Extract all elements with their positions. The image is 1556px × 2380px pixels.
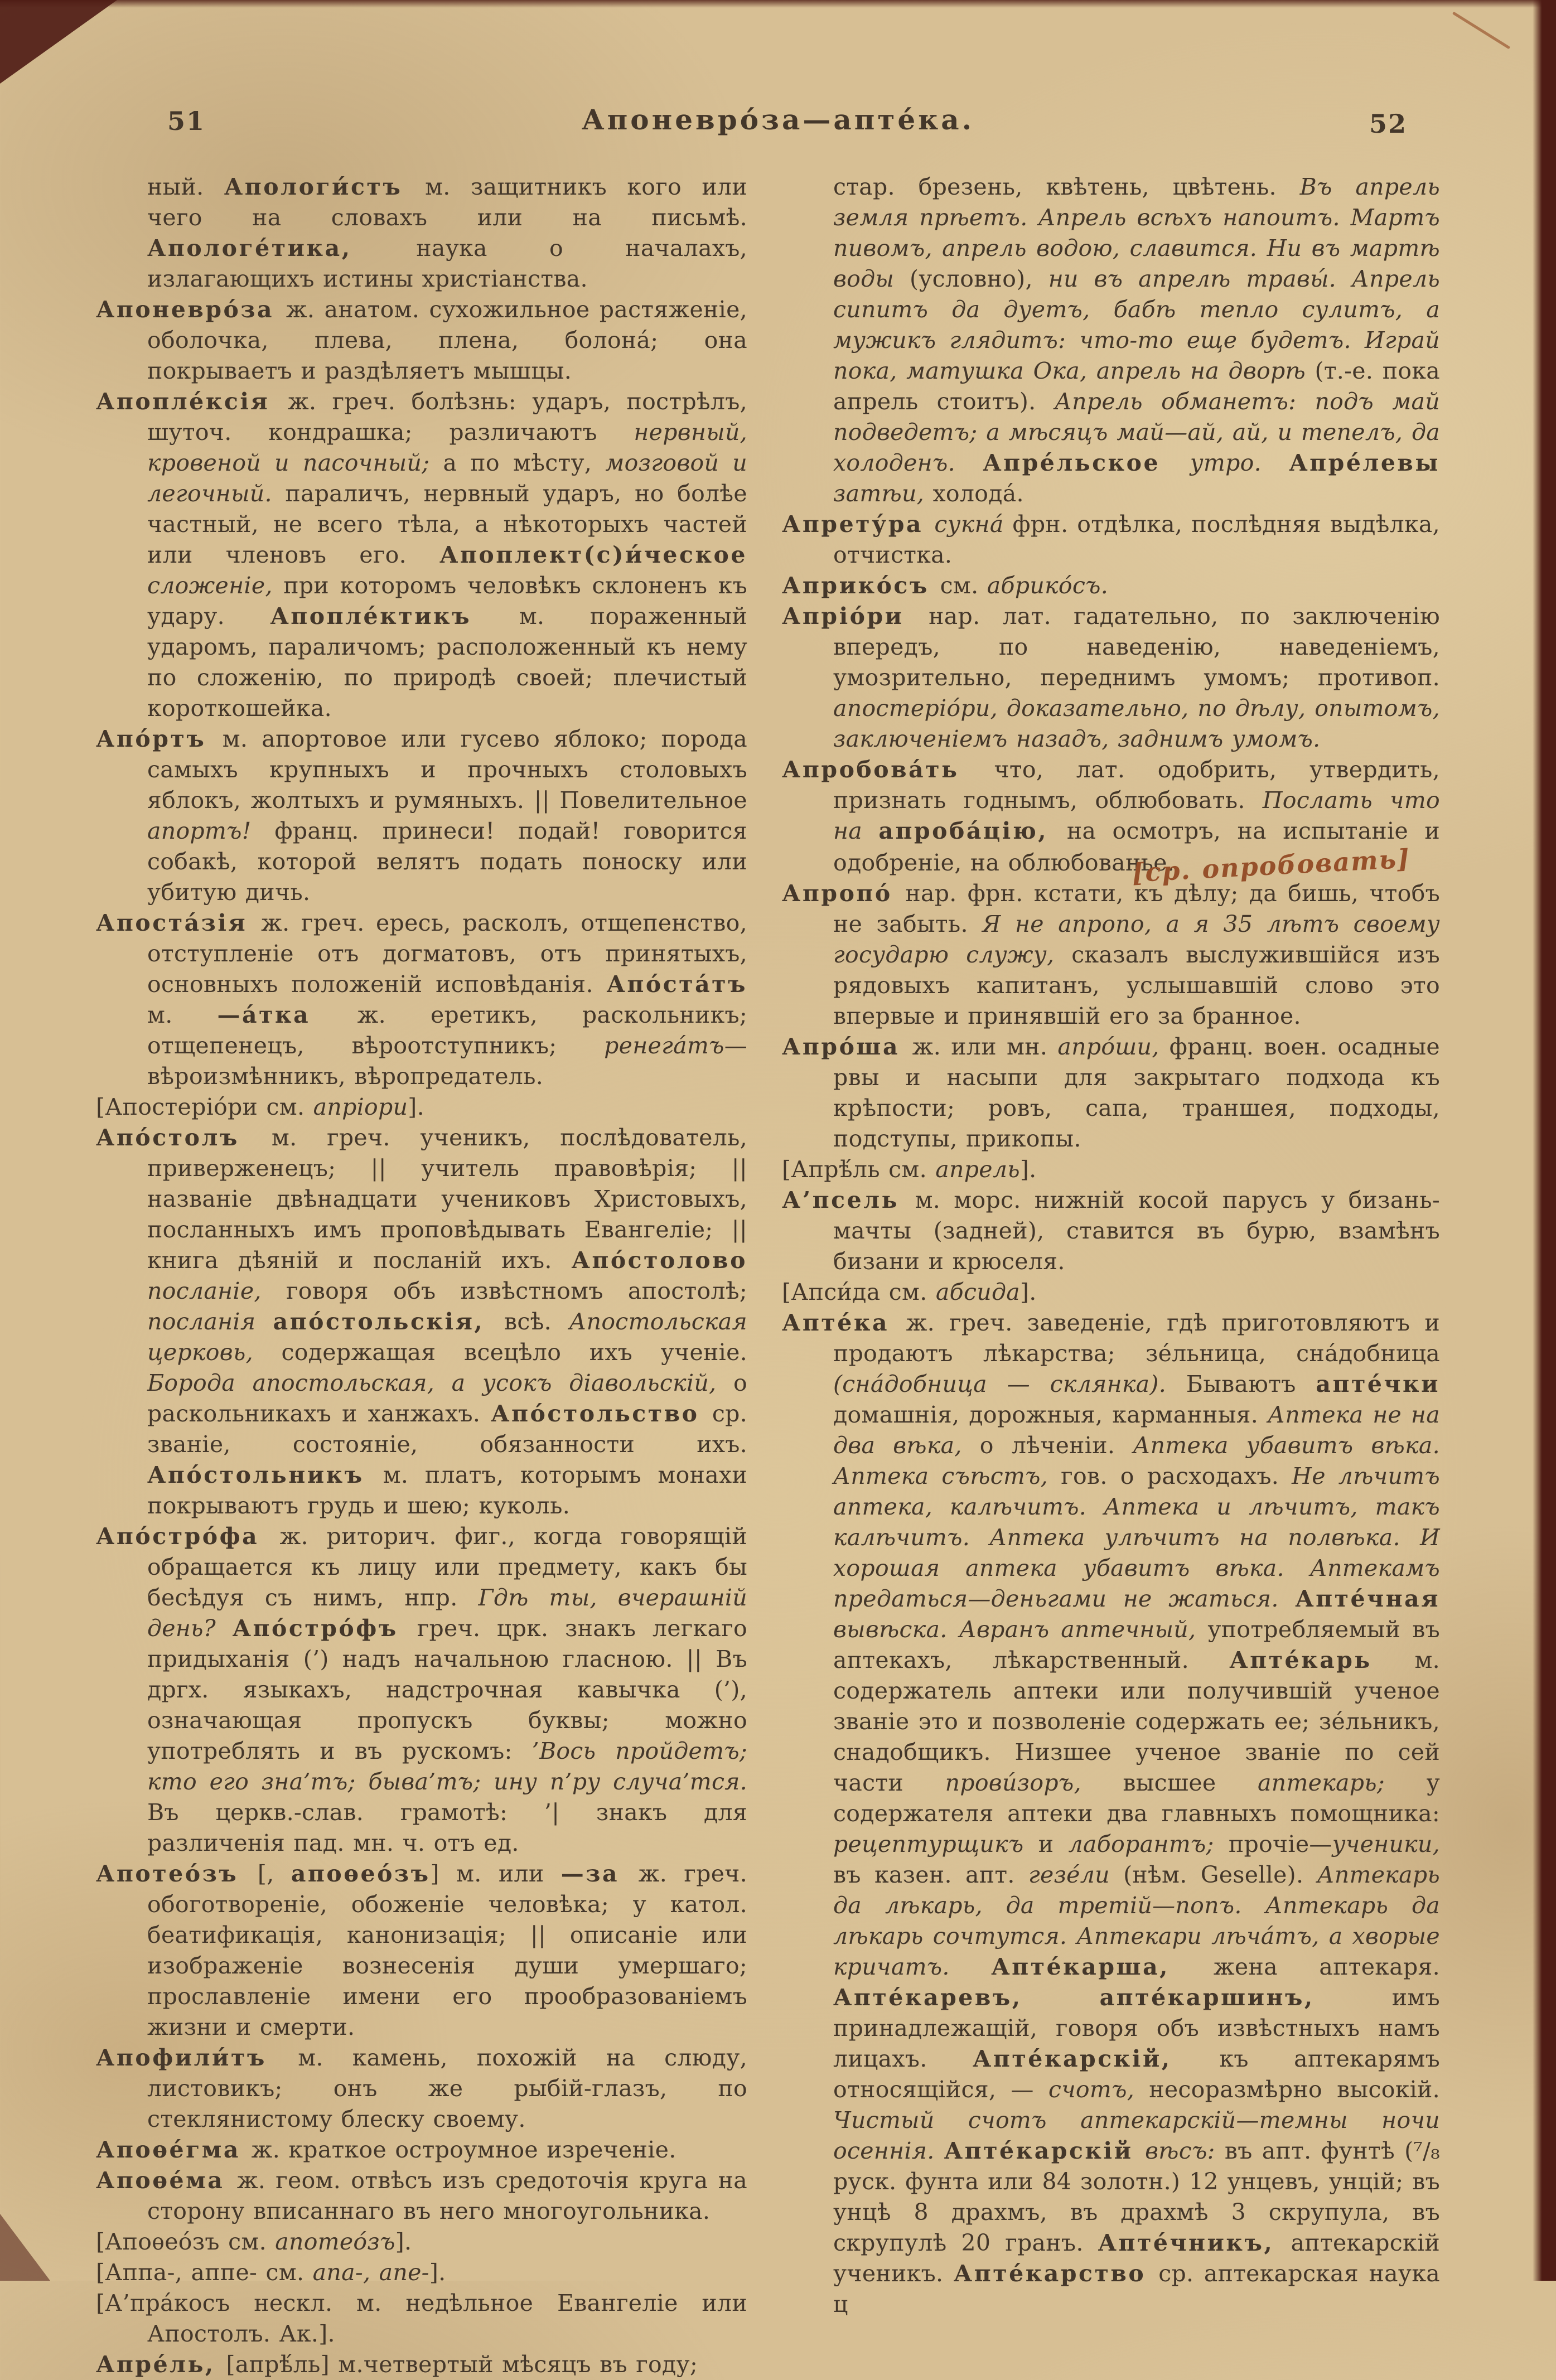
definition-text: ]. <box>429 2259 446 2286</box>
definition-text: домашнія, дорожныя, карманныя. <box>833 1401 1268 1428</box>
definition-text: о раскольникахъ и ханжахъ. <box>147 1370 747 1427</box>
definition-text: ж. греч. обоготвореніе, обоженіе человѣка; у катол. беатификація, канонизація; || описаніе или изображеніе вознесенія души умершаго; прославленіе имени его прообразованіемъ жизни и смерти. <box>147 1860 748 2040</box>
dictionary-entry <box>782 1185 1440 1277</box>
definition-text: [Апоѳео́зъ см. <box>96 2228 276 2255</box>
example-text: Аптекарь да лѣкарь, да третій—попъ. Аптекарь да лѣкарь сочтутся. Аптекари лѣча́тъ, а хворые кричатъ. <box>833 1861 1440 1980</box>
example-text: Не лѣчитъ аптека, калѣчитъ. Аптека и лѣчитъ, такъ калѣчитъ. Аптека улѣчитъ на полвѣка. И хорошая аптека убавитъ вѣка. Аптекамъ предаться—деньгами не жаться. <box>833 1463 1440 1612</box>
dictionary-entry <box>96 1123 747 1521</box>
headword: Апо́стро́фа <box>96 1523 280 1550</box>
dictionary-entry <box>782 1277 1440 1308</box>
headword: Апте́чникъ, <box>1098 2229 1291 2256</box>
dictionary-entry <box>782 1154 1440 1185</box>
dictionary-entry <box>782 1032 1440 1154</box>
definition-text: нар. лат. гадательно, по заключенію впередъ, по наведенію, наведеніемъ, умозрительно, переднимъ умомъ; противоп. <box>833 603 1440 691</box>
headword: апоѳео́зъ <box>291 1860 431 1887</box>
definition-text: высшее <box>1123 1769 1258 1796</box>
definition-text: —вѣроизмѣнникъ, вѣропредатель. <box>147 1032 747 1090</box>
example-text: Апостольская церковь, <box>147 1308 747 1366</box>
headword: Апропо́ <box>782 880 906 907</box>
definition-text: нар. фрн. кстати, къ дѣлу; да бишь, чтобъ не забыть. <box>833 880 1440 937</box>
definition-text: ж. риторич. фиг., когда говорящій обращается къ лицу или предмету, какъ бы бесѣдуя съ нимъ, нпр. <box>147 1523 747 1611</box>
example-text: сукна́ <box>934 511 1013 538</box>
entry-continuation <box>782 172 1440 509</box>
example-text: ’Вось пройдетъ; кто его зна’тъ; быва’тъ; ину п’ру случа’тся. <box>147 1738 748 1795</box>
page-number-right: 52 <box>1369 109 1408 139</box>
definition-text: ж. еретикъ, раскольникъ; отщепенецъ, вѣроотступникъ; <box>147 1002 748 1059</box>
definition-text: стар. брезень, квѣтень, цвѣтень. <box>833 173 1300 200</box>
example-text: мозговой и легочный. <box>147 449 747 507</box>
definition-text: гов. о расходахъ. <box>1061 1463 1292 1489</box>
left-column <box>96 172 747 2380</box>
example-text: счотъ, <box>1048 2076 1149 2103</box>
example-text: абрико́съ. <box>987 572 1109 599</box>
definition-text: о лѣченіи. <box>979 1432 1133 1459</box>
dictionary-entry <box>96 294 747 386</box>
example-text: апрель <box>935 1156 1020 1183</box>
definition-text: къ аптекарямъ относящійся, — <box>833 2045 1440 2103</box>
definition-text: ж. анатом. сухожильное растяженіе, оболочка, плева, плена, болона́; она покрываетъ и раздѣляетъ мышцы. <box>147 296 747 384</box>
definition-text: въ казен. апт. <box>833 1861 1028 1888</box>
example-text: Въ апрель земля прѣетъ. Апрель всѣхъ напоитъ. Мартъ пивомъ, апрель водою, славится. Ни въ мартѣ воды <box>833 173 1440 292</box>
headword: апте́чки <box>1316 1371 1440 1397</box>
headword: Апологе́тика, <box>147 235 417 262</box>
headword: Апо́ртъ <box>96 725 223 752</box>
definition-text: несоразмѣрно высокій. <box>1149 2076 1441 2103</box>
definition-text: франц. принеси! подай! говорится собакѣ, которой велятъ подать поноску или убитую дичь. <box>147 817 747 906</box>
dictionary-entry <box>782 1308 1440 2320</box>
example-text: апа-, апе- <box>312 2259 429 2286</box>
example-text: лаборантъ; <box>1068 1831 1229 1857</box>
headword: А’псель <box>782 1187 915 1213</box>
dictionary-entry <box>96 2043 747 2135</box>
headword: Апоѳе́гма <box>96 2136 252 2163</box>
headword: Апофили́тъ <box>96 2044 298 2071</box>
headword: Апте́ка <box>782 1309 906 1336</box>
headword: Апоневро́за <box>96 296 286 323</box>
definition-text: м. пораженный ударомъ, параличомъ; расположенный къ нему по сложенію, по природѣ своей; плечистый короткошейка. <box>147 603 747 722</box>
definition-text: ]. <box>1019 1279 1037 1305</box>
page-corner-top-left <box>0 0 117 84</box>
definition-text: жена аптекаря. <box>1213 1953 1441 1980</box>
headword: Апотео́зъ <box>96 1860 258 1887</box>
definition-text: м. апортовое или гусево яблоко; порода самыхъ крупныхъ и прочныхъ столовыхъ яблокъ, жолтыхъ и румяныхъ. || Повелительное <box>147 725 747 814</box>
definition-text: м. морс. нижній косой парусъ у бизань-мачты (задней), ставится въ бурю, взамѣнъ бизани и крюселя. <box>833 1187 1440 1275</box>
definition-text: Бываютъ <box>1186 1371 1316 1397</box>
definition-text: м. камень, похожій на слюду, листовикъ; онъ же рыбій-глазъ, по стеклянистому блеску своему. <box>147 2044 747 2132</box>
definition-text: ный. <box>147 173 224 200</box>
definition-text: ]. <box>395 2228 412 2255</box>
definition-text: ж. или мн. <box>912 1033 1058 1060</box>
example-text: Гдѣ ты, вчерашній день? <box>147 1584 747 1642</box>
headword: апо́стольскія, <box>273 1308 504 1335</box>
headword: Априко́съ <box>782 572 940 599</box>
example-text: Послать что на <box>833 787 1440 844</box>
dictionary-entry <box>96 2349 747 2380</box>
definition-text: (нѣм. Geselle). <box>1123 1861 1317 1888</box>
headword: Апте́карскій, <box>972 2045 1220 2072</box>
headword: Апоѳе́ма <box>96 2167 237 2194</box>
example-text: апостеріо́ри, доказательно, по дѣлу, опытомъ, заключеніемъ назадъ, заднимъ умомъ. <box>833 695 1440 752</box>
definition-text: (условно), <box>909 265 1048 292</box>
definition-text: см. <box>940 572 987 599</box>
dictionary-entry <box>96 2227 747 2257</box>
headword: Апоплект(с)и́ческое <box>439 541 747 568</box>
headword: Апро́ша <box>782 1033 912 1060</box>
dictionary-entry <box>782 570 1440 601</box>
headword: Апте́карство <box>953 2260 1159 2287</box>
headword: Апо́столово <box>571 1247 747 1274</box>
definition-text: употребляемый въ аптекахъ, лѣкарственный. <box>833 1616 1440 1673</box>
headword: Апте́карскій <box>944 2137 1146 2164</box>
definition-text: [А’пра́косъ нескл. м. недѣльное Евангеліе или Апостолъ. Ак.]. <box>96 2290 747 2347</box>
headword: Апре́льское <box>983 449 1190 476</box>
definition-text: ]. <box>408 1094 424 1120</box>
definition-text: греч. црк. знакъ легкаго придыханія (’) надъ начальною гласною. || Въ дргх. языкахъ, надстрочная кавычка (’), означающая пропускъ буквы; можно употреблять и въ рускомъ: <box>147 1615 747 1764</box>
headword: Апре́левы <box>1289 449 1440 476</box>
definition-text: [, <box>257 1860 291 1887</box>
example-text: вѣсъ: <box>1145 2137 1225 2164</box>
definition-text: сказалъ выслужившійся изъ рядовыхъ капитанъ, услышавшій слово это впервые и принявшій его за бранное. <box>833 941 1440 1029</box>
example-text: затѣи, <box>833 480 933 507</box>
dictionary-entry <box>96 1521 747 1859</box>
example-text: ученики, <box>1332 1831 1440 1857</box>
headword: апроба́цію, <box>878 817 1067 844</box>
definition-text: холода́. <box>932 480 1024 507</box>
handwritten-annotation: [ср. опробовать] <box>1131 843 1412 888</box>
dictionary-entry <box>96 2257 747 2288</box>
page-edge-top <box>0 0 1556 8</box>
example-text: ни въ апрелѣ травы́. Апрель сипитъ да дуетъ, бабѣ тепло сулитъ, а мужикъ глядитъ: что-то еще будетъ. Играй пока, матушка Ока, апрель на дворѣ <box>833 265 1441 384</box>
headword: —за <box>560 1860 639 1887</box>
page-title: Апоневро́за—апте́ка. <box>581 103 975 136</box>
example-text: посланія <box>147 1308 273 1335</box>
example-text: прови́зоръ, <box>945 1769 1123 1796</box>
definition-text: ]. <box>1019 1156 1037 1183</box>
example-text: гезе́ли <box>1028 1861 1124 1888</box>
definition-text: при которомъ человѣкъ склоненъ къ удару. <box>147 572 747 630</box>
example-text: сложеніе, <box>147 572 284 599</box>
entry-continuation <box>96 172 747 294</box>
dictionary-entry <box>96 2288 747 2349</box>
definition-text: ж. греч. ересь, расколъ, отщепенство, отступленіе отъ догматовъ, отъ принятыхъ, основныхъ положеній исповѣданія. <box>147 910 747 998</box>
definition-text: (т.-е. пока апрель стоитъ). <box>833 357 1440 415</box>
definition-text: и <box>1038 1831 1069 1857</box>
example-text: Апрель обманетъ: подъ май подведетъ; а мѣсяцъ май—ай, ай, и тепелъ, да холоденъ. <box>833 388 1441 476</box>
dictionary-entry <box>96 724 747 908</box>
headword: Апопле́ктикъ <box>270 603 519 630</box>
definition-text: фрн. отдѣлка, послѣдняя выдѣлка, отчистка. <box>833 511 1440 568</box>
definition-text: м. защитникъ кого или чего на словахъ или на письмѣ. <box>147 173 748 231</box>
definition-text: [Апостеріо́ри см. <box>96 1094 313 1120</box>
headword: Апте́чная <box>1295 1585 1440 1612</box>
dictionary-entry <box>782 601 1440 754</box>
definition-text: а по мѣсту, <box>443 449 606 476</box>
headword: Апте́каревъ, апте́каршинъ, <box>833 1984 1392 2011</box>
definition-text: въ апт. фунтѣ (⁷/₈ руск. фунта или 84 золотн.) 12 унцевъ, унцій; въ унцѣ 8 драхмъ, въ драхмѣ 3 скрупула, въ скрупулѣ 20 гранъ. <box>833 2137 1440 2256</box>
example-text: абсида <box>935 1279 1020 1305</box>
definition-text: ж. краткое остроумное изреченіе. <box>251 2136 676 2163</box>
example-text: ренега́тъ <box>604 1032 724 1059</box>
definition-text: [апрѣ́ль] м.четвертый мѣсяцъ въ году; <box>226 2351 698 2378</box>
definition-text: всѣ. <box>504 1308 569 1335</box>
headword: Апо́стро́фъ <box>232 1615 417 1642</box>
example-text: рецептурщикъ <box>833 1831 1038 1857</box>
page-corner-bottom-left <box>0 2214 50 2281</box>
dictionary-entry <box>96 2135 747 2165</box>
definition-text: [Апрѣ́ль см. <box>782 1156 936 1183</box>
headword: Апоста́зія <box>96 910 262 936</box>
definition-text: что, лат. одобрить, утвердить, признать годнымъ, облюбовать. <box>833 756 1441 814</box>
definition-text: аптекарскій ученикъ. <box>833 2229 1440 2287</box>
headword: Апре́ль, <box>96 2351 226 2378</box>
page-number-left: 51 <box>167 106 206 136</box>
example-text: (сна́добница — склянка). <box>833 1371 1186 1397</box>
example-text: аптекарь; <box>1258 1769 1427 1796</box>
headword: Апте́карша, <box>991 1953 1214 1980</box>
example-text: апотео́зъ <box>275 2228 395 2255</box>
dictionary-entry <box>782 754 1441 888</box>
headword: Апологи́стъ <box>224 173 426 200</box>
example-text: посланіе, <box>147 1278 286 1304</box>
definition-text: франц. воен. осадные рвы и насыпи для закрытаго подхода къ крѣпости; ровъ, сапа, траншея, подходы, подступы, прикопы. <box>833 1033 1440 1152</box>
definition-text: [Апси́да см. <box>782 1279 936 1305</box>
headword: Апте́карь <box>1229 1647 1415 1673</box>
definition-text: прочіе— <box>1228 1831 1332 1857</box>
definition-text: имъ принадлежащій, говоря объ извѣстныхъ намъ лицахъ. <box>833 1984 1440 2072</box>
definition-text: наука о началахъ, излагающихъ истины христіанства. <box>147 235 747 292</box>
headword: —а́тка <box>217 1002 357 1028</box>
headword: Апо́стольникъ <box>147 1462 383 1488</box>
headword: Апо́ста́тъ <box>606 971 747 998</box>
headword: Апо́столъ <box>96 1124 272 1151</box>
definition-text: м. греч. ученикъ, послѣдователь, приверженецъ; || учитель правовѣрія; || названіе двѣнадцати учениковъ Христовыхъ, посланныхъ имъ проповѣдывать Евангеліе; || книга дѣяній и посланій ихъ. <box>147 1124 747 1274</box>
definition-text: на осмотръ, на испытаніе и одобреніе, на облюбованье. <box>833 817 1440 876</box>
definition-text: Въ церкв.-слав. грамотѣ: ’| знакъ для различенія пад. мн. ч. отъ ед. <box>147 1799 747 1856</box>
definition-text: м. платъ, которымъ монахи покрываютъ грудь и шею; куколь. <box>147 1462 748 1519</box>
definition-text: параличъ, нервный ударъ, но болѣе частный, не всего тѣла, а нѣкоторыхъ частей или членовъ его. <box>147 480 747 568</box>
example-text: Аптека не на два вѣка, <box>833 1401 1440 1459</box>
page-edge-right <box>1533 0 1556 2281</box>
dictionary-entry <box>782 509 1440 570</box>
dictionary-entry <box>96 386 747 724</box>
definition-text: содержащая всецѣло ихъ ученіе. <box>281 1339 747 1366</box>
headword: Апріо́ри <box>782 603 929 630</box>
example-text: апортъ! <box>147 817 275 844</box>
definition-text: м. <box>147 1002 218 1028</box>
dictionary-entry <box>96 2165 747 2227</box>
dictionary-entry <box>782 878 1440 1032</box>
headword: Апробова́ть <box>782 756 994 783</box>
definition-text: ж. греч. заведеніе, гдѣ приготовляютъ и продаютъ лѣкарства; зе́льница, сна́добница <box>833 1309 1440 1367</box>
example-text: апро́ши, <box>1057 1033 1170 1060</box>
example-text: Аптека убавитъ вѣка. Аптека съѣстъ, <box>833 1432 1440 1489</box>
example-text: апріори <box>313 1094 408 1120</box>
example-text: вывѣска. Авранъ аптечный, <box>833 1616 1208 1643</box>
dictionary-entry <box>96 1859 747 2043</box>
right-column <box>782 172 1440 2320</box>
ink-mark <box>1452 12 1510 50</box>
definition-text: ср. аптекарская наука ц <box>833 2260 1441 2318</box>
headword: Апо́стольство <box>491 1400 712 1427</box>
definition-text: у содержателя аптеки два главныхъ помощника: <box>833 1769 1440 1827</box>
definition-text: говоря объ извѣстномъ апостолѣ; <box>286 1278 747 1304</box>
example-text: Я не апропо, а я 35 лѣтъ своему государю служу, <box>833 911 1441 968</box>
definition-text: [Аппа-, аппе- см. <box>96 2259 313 2286</box>
definition-text: м. содержатель аптеки или получившій ученое званіе это и позволеніе содержать ее; зе́льникъ, снадобщикъ. Низшее ученое званіе по сей части <box>833 1647 1440 1796</box>
dictionary-entry <box>96 1092 747 1123</box>
dictionary-entry <box>96 908 747 1092</box>
definition-text: ж. геом. отвѣсъ изъ средоточія круга на сторону вписаннаго въ него многоугольника. <box>147 2167 747 2224</box>
definition-text: ср. званіе, состояніе, обязанности ихъ. <box>147 1400 747 1458</box>
example-text: Борода апостольская, а усокъ діавольскій, <box>147 1370 734 1396</box>
definition-text: ж. греч. болѣзнь: ударъ, пострѣлъ, шуточ. кондрашка; различаютъ <box>147 388 748 446</box>
example-text: Чистый счотъ аптекарскій—темны ночи осеннія. <box>833 2107 1440 2164</box>
example-text: утро. <box>1190 449 1289 476</box>
definition-text: ] м. или <box>430 1860 561 1887</box>
example-text: нервный, кровеной и пасочный; <box>147 419 747 476</box>
headword: Апрету́ра <box>782 511 935 538</box>
headword: Апопле́ксія <box>96 388 288 415</box>
